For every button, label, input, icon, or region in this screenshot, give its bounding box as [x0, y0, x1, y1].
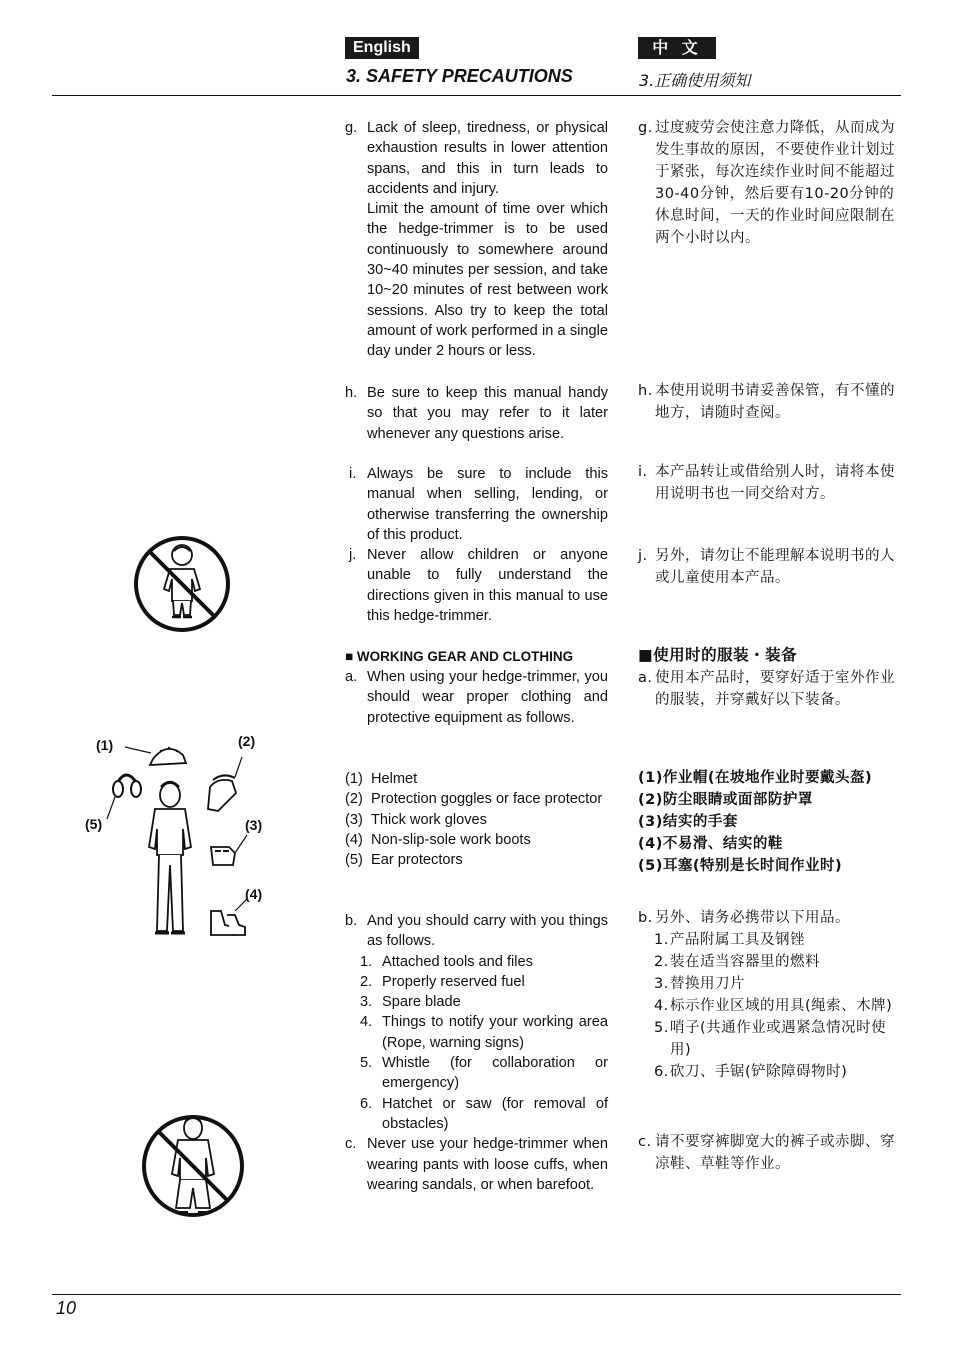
gear-item: (1)作业帽(在坡地作业时要戴头盔) [638, 770, 873, 786]
item-text: Limit the amount of time over which the hedge-trimmer is to be used continuously to somewhere around 30~40 minutes per session, and take 10~20 minutes of rest between work sessions. Also try to keep the total amount of work performed in a single day under 2 hours or less. [367, 201, 608, 360]
figure-label-2: (2) [238, 733, 256, 749]
header-rule [52, 95, 901, 96]
section-heading: ■ WORKING GEAR AND CLOTHING [345, 649, 574, 664]
carry-label: 1. [360, 953, 373, 970]
carry-text: 标示作业区域的用具(绳索、木牌) [670, 998, 893, 1014]
carry-label: 5. [654, 1020, 669, 1036]
en-item-i [345, 464, 608, 545]
gear-label: (5) [345, 852, 363, 869]
item-label: c. [638, 1134, 652, 1150]
item-text: 另外，请勿让不能理解本说明书的人或儿童使用本产品。 [655, 548, 895, 586]
carry-label: 2. [654, 954, 669, 970]
en-item-b [345, 911, 608, 1195]
en-item-h [345, 383, 608, 444]
gear-text: Protection goggles or face protector [371, 791, 603, 808]
no-children-icon [132, 533, 232, 635]
item-label: c. [345, 1136, 357, 1153]
gear-item: (2)防尘眼睛或面部防护罩 [638, 792, 813, 808]
cn-item-i [638, 461, 900, 505]
carry-label: 6. [654, 1064, 669, 1080]
carry-label: 6. [360, 1095, 373, 1112]
gear-text: Thick work gloves [371, 811, 487, 828]
item-text: Never use your hedge-trimmer when wearing pants with loose cuffs, when wearing sandals, or when barefoot. [367, 1136, 608, 1193]
item-text: 本使用说明书请妥善保管，有不懂的地方，请随时查阅。 [655, 383, 895, 421]
item-text: 使用本产品时，要穿好适于室外作业的服装，并穿戴好以下装备。 [655, 670, 895, 708]
gear-label: (3) [345, 811, 363, 828]
gear-item: (5)耳塞(特别是长时间作业时) [638, 858, 843, 874]
carry-text: Properly reserved fuel [382, 973, 525, 990]
face-shield-icon [208, 780, 236, 811]
item-text: Always be sure to include this manual when selling, lending, or otherwise transferring the ownership of this product. [367, 466, 608, 543]
item-label: h. [345, 385, 358, 401]
section-heading: ■使用时的服装・装备 [638, 646, 798, 664]
item-text: Never allow children or anyone unable to fully understand the directions given in this manual to use this hedge-trimmer. [367, 547, 608, 624]
footer-rule [52, 1294, 901, 1295]
figure-label-4: (4) [245, 886, 263, 902]
item-label: b. [638, 910, 653, 926]
cn-gear-list [638, 767, 900, 877]
item-text: 另外、请务必携带以下用品。 [655, 910, 850, 926]
carry-label: 4. [654, 998, 669, 1014]
item-text: Be sure to keep this manual handy so that you may refer to it later whenever any questions arise. [367, 385, 608, 442]
carry-text: Attached tools and files [382, 953, 533, 970]
gear-text: Non-slip-sole work boots [371, 831, 531, 848]
item-text: When using your hedge-trimmer, you should wear proper clothing and protective equipment as follows. [367, 669, 608, 726]
carry-label: 4. [360, 1014, 373, 1031]
figure-label-5: (5) [85, 816, 103, 832]
carry-text: 装在适当容器里的燃料 [670, 954, 820, 970]
item-text: 本产品转让或借给别人时，请将本使用说明书也一同交给对方。 [655, 464, 895, 502]
item-label: a. [638, 670, 653, 686]
gear-item: (4)不易滑、结实的鞋 [638, 836, 783, 852]
carry-text: 砍刀、手锯(铲除障碍物时) [670, 1064, 848, 1080]
carry-label: 3. [360, 994, 373, 1011]
item-text: Lack of sleep, tiredness, or physical exhaustion results in lower attention spans, and this in turn leads to accidents and injury. [367, 120, 608, 197]
carry-label: 1. [654, 932, 669, 948]
en-gear-heading [345, 647, 608, 667]
no-loose-clothing-icon [140, 1108, 246, 1222]
carry-text: Whistle (for collaboration or emergency) [382, 1055, 608, 1092]
item-text: 请不要穿裤脚宽大的裤子或赤脚、穿凉鞋、草鞋等作业。 [655, 1134, 895, 1172]
cn-item-c [638, 1131, 900, 1175]
gear-text: Ear protectors [371, 852, 463, 869]
en-item-g [345, 118, 608, 362]
cn-item-j [638, 545, 900, 589]
item-label: b. [345, 913, 358, 929]
item-label: g. [638, 120, 653, 136]
gear-item: (3)结实的手套 [638, 814, 738, 830]
carry-text: Hatchet or saw (for removal of obstacles) [382, 1095, 608, 1132]
gear-label: (4) [345, 831, 363, 848]
item-label: g. [345, 120, 358, 136]
helmet-icon [150, 749, 186, 765]
figure-label-1: (1) [96, 737, 114, 753]
cn-item-b [638, 907, 900, 1083]
item-label: j. [349, 547, 357, 563]
carry-text: Spare blade [382, 994, 461, 1011]
item-label: h. [638, 383, 653, 399]
section-title-en: 3. SAFETY PRECAUTIONS [346, 66, 573, 86]
page-number: 10 [56, 1298, 77, 1318]
item-label: i. [349, 466, 357, 482]
carry-label: 5. [360, 1055, 373, 1072]
en-item-j [345, 545, 608, 626]
en-item-a [345, 667, 608, 728]
carry-text: Things to notify your working area (Rope, warning signs) [382, 1014, 608, 1051]
carry-label: 2. [360, 973, 373, 990]
gear-label: (2) [345, 791, 363, 808]
item-text: And you should carry with you things as follows. [367, 913, 608, 950]
language-tab-chinese: 中 文 [638, 37, 716, 59]
item-label: j. [638, 548, 648, 564]
item-label: i. [638, 464, 648, 480]
carry-label: 3. [654, 976, 669, 992]
cn-gear-heading [638, 644, 900, 666]
cn-item-a [638, 667, 900, 711]
carry-text: 产品附属工具及钢锉 [670, 932, 805, 948]
en-gear-list [345, 769, 608, 870]
item-text: 过度疲劳会使注意力降低，从而成为发生事故的原因，不要使作业计划过于紧张，每次连续作业时间不能超过30-40分钟，然后要有10-20分钟的休息时间，一天的作业时间应限制在两个小时以内。 [655, 120, 895, 246]
cn-item-h [638, 380, 900, 424]
language-tab-english: English [345, 37, 419, 59]
carry-text: 替换用刀片 [670, 976, 745, 992]
protective-gear-illustration [95, 735, 265, 945]
cn-item-g [638, 117, 900, 249]
gear-text: Helmet [371, 771, 418, 787]
carry-text: 哨子(共通作业或遇紧急情况时使用) [670, 1020, 887, 1058]
section-title-cn: 3.正确使用须知 [639, 71, 751, 90]
gear-label: (1) [345, 771, 363, 787]
figure-label-3: (3) [245, 817, 263, 833]
glove-icon [211, 847, 235, 865]
item-label: a. [345, 669, 358, 685]
